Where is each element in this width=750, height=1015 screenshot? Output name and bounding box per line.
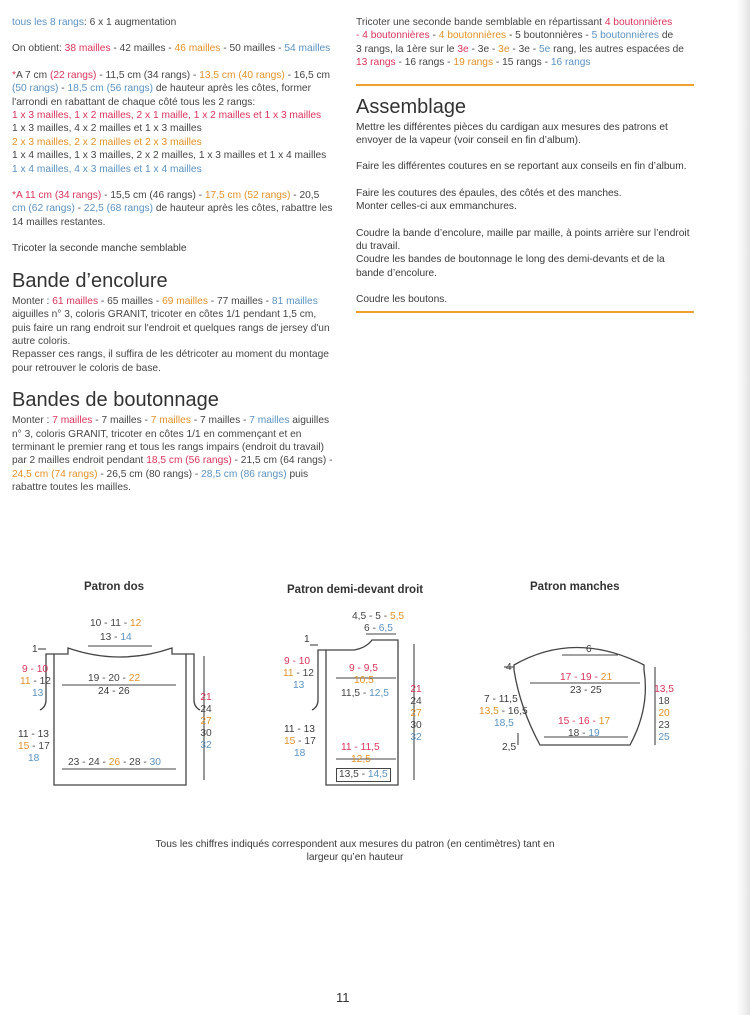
text-segment: 7 mailles [249, 415, 290, 427]
neckband-heading: Bande d’encolure [12, 269, 168, 292]
front-side-1: 11 - 13 [284, 724, 315, 735]
text-segment: - 7 mailles - [92, 415, 151, 427]
text-segment: 13 [293, 680, 305, 691]
text-segment: 18 [28, 753, 40, 764]
text-segment: 19 - 20 - [88, 673, 129, 684]
text-segment: 3e [457, 43, 469, 55]
text-segment: 18,5 [494, 718, 514, 729]
front-neck-width [364, 623, 393, 635]
front-width-1 [349, 663, 378, 675]
sleeve-width-1 [560, 672, 612, 684]
text-segment: - 7 mailles - [190, 415, 250, 427]
text-segment: 15 [284, 736, 296, 747]
text-segment: - 16,5 [498, 706, 528, 717]
text-segment: 18,5 cm (56 rangs) [146, 455, 232, 467]
text-segment: 6 - [364, 623, 379, 634]
text-segment: terminant le premier rang et tous les rangs impairs (endroit du travail) [12, 441, 324, 453]
text-segment: l'arrondi en rabattant de chaque côté tous les 2 rangs: [12, 96, 256, 108]
back-side-3 [28, 753, 39, 765]
text-segment: puis [286, 468, 309, 480]
text-segment: autre coloris. [12, 335, 71, 347]
measurement-value: 21 [410, 684, 422, 695]
assembly-para-7: Coudre les boutons. [356, 294, 448, 306]
text-segment: 6,5 [378, 623, 393, 634]
text-segment: 17,5 cm (52 rangs) [204, 190, 291, 202]
measurement-value: 24 [200, 704, 212, 715]
text-segment: 13 [32, 688, 44, 699]
text-segment: - 42 mailles - [110, 43, 175, 55]
text-segment: 11 [20, 676, 31, 687]
text-segment: - 12 [30, 676, 51, 687]
back-armhole-1 [22, 664, 48, 676]
page-edge-shadow [736, 0, 750, 1015]
text-segment: - 17 [29, 741, 50, 752]
measurement-value: 13,5 [654, 684, 674, 695]
text-segment: - 12 [293, 668, 314, 679]
sleeve-bottom-2 [568, 728, 600, 740]
text-segment: * [12, 69, 16, 81]
text-segment: 14,5 [367, 769, 388, 780]
text-segment: rabattre toutes les mailles. [12, 482, 131, 494]
text-segment: 69 mailles [162, 295, 208, 307]
text-segment: 13 - [100, 632, 121, 643]
front-width-3 [341, 688, 389, 700]
text-segment: par 2 mailles endroit pendant [12, 455, 147, 467]
text-segment: - 3e - [509, 43, 539, 55]
sleeve-pattern-title: Patron manches [530, 581, 620, 593]
text-segment: - [58, 83, 68, 95]
text-segment: 28,5 cm (86 rangs) [201, 468, 287, 480]
assembly-para-2: Faire les différentes coutures en se reportant aux conseils en fin d’album. [356, 161, 687, 173]
text-segment: - 15,5 cm (46 rangs) - [101, 190, 205, 202]
text-segment: : 6 x 1 augmentation [83, 17, 177, 28]
text-segment: - 50 mailles - [220, 43, 285, 55]
measurement-caption: Tous les chiffres indiqués correspondent aux mesures du patron (en centimètres) tant en largeur qu’en hauteur [155, 839, 555, 863]
front-pattern-title: Patron demi-devant droit [287, 584, 424, 596]
back-chest-width-1 [88, 673, 140, 685]
page-number: 11 [336, 990, 350, 1005]
text-segment: n° 3, coloris GRANIT, tricoter en côtes 1/1 en commençant et en [12, 428, 302, 440]
text-segment: 26 [108, 757, 121, 768]
front-height [406, 684, 426, 744]
text-segment: 18 [294, 748, 306, 759]
text-segment: 7 mailles [150, 415, 191, 427]
text-segment: - 21,5 cm (64 rangs) - [231, 455, 333, 467]
measurement-value: 30 [200, 728, 212, 739]
measurement-value: 27 [410, 708, 422, 719]
sleeve-left-3 [494, 718, 514, 730]
text-segment: tous les 8 rangs [12, 17, 84, 28]
front-side-3 [294, 748, 305, 760]
text-segment: - 5 boutonnières - [506, 30, 592, 42]
text-segment: - 28 - [120, 757, 150, 768]
text-segment: 15 - 16 - [558, 716, 599, 727]
text-segment: puis faire un rang endroit sur l'endroit et quelques rangs de jersey d'un [12, 322, 330, 334]
text-segment: Monter : [12, 415, 53, 427]
text-segment: 5e [538, 43, 551, 55]
text-segment: 4 boutonnières [604, 17, 673, 28]
text-segment: 12,5 [369, 688, 389, 699]
text-segment: rang, les autres espacées de [550, 43, 684, 55]
text-segment: - 77 mailles - [207, 295, 272, 307]
front-bottom-3 [336, 768, 391, 782]
sleeve-height [652, 684, 676, 744]
back-neck-depth: 1 [32, 644, 38, 655]
text-segment: - 16 rangs - [395, 57, 454, 69]
sleeve-left-2 [479, 706, 528, 718]
text-segment: (22 rangs) [49, 69, 97, 81]
text-segment: A 7 cm [15, 69, 50, 81]
back-shoulder-width [90, 618, 141, 630]
text-segment: 10 - 11 - [90, 618, 131, 629]
back-side-2 [18, 741, 50, 753]
text-segment: cm (62 rangs) [12, 203, 75, 215]
text-segment: 19 [588, 728, 600, 739]
text-segment: Tricoter une seconde bande semblable en répartissant [356, 17, 605, 28]
text-segment: 17 [598, 716, 611, 727]
text-segment: - 26,5 cm (80 rangs) - [97, 468, 202, 480]
back-armhole-3 [32, 688, 43, 700]
text-segment: - 3e - [468, 43, 499, 55]
sleeve-width-2: 23 - 25 [570, 685, 602, 696]
text-segment: 11 [283, 668, 294, 679]
text-segment: 1 x 3 mailles, 4 x 2 mailles et 1 x 3 mailles [12, 123, 202, 135]
sleeve-cap-depth: 4 [506, 662, 512, 673]
text-segment: 12,5 [351, 754, 371, 765]
measurement-value: 32 [200, 740, 212, 751]
back-pattern-title: Patron dos [84, 581, 145, 593]
text-segment: 12 [130, 618, 142, 629]
text-segment: de hauteur après les côtes, former [153, 83, 311, 95]
text-segment: 38 mailles [64, 43, 111, 55]
text-segment: - 16,5 cm [284, 69, 331, 81]
front-armhole-1 [284, 656, 310, 668]
back-chest-width-2: 24 - 26 [98, 686, 130, 697]
text-segment: On obtient: [12, 43, 65, 55]
text-segment: 16 rangs [550, 57, 591, 69]
text-segment: 4 boutonnières [438, 30, 507, 42]
front-bottom-2 [351, 754, 371, 766]
text-segment: A 11 cm (34 rangs) [15, 190, 102, 202]
text-segment: - 65 mailles - [98, 295, 163, 307]
measurement-value: 23 [658, 720, 670, 731]
front-width-2 [354, 675, 374, 687]
text-segment: 22 [128, 673, 141, 684]
front-bottom-1 [341, 742, 380, 754]
measurement-value: 25 [658, 732, 670, 743]
text-segment: 3e [498, 43, 510, 55]
back-height [196, 692, 216, 752]
text-segment: 9 - 10 [284, 656, 311, 667]
text-segment: 11,5 - [341, 688, 370, 699]
text-segment: 13,5 cm (40 rangs) [199, 69, 285, 81]
sleeve-top-width: 6 [586, 644, 592, 655]
assembly-para-4: Monter celles-ci aux emmanchures. [356, 201, 517, 213]
text-segment: 1 x 4 mailles, 1 x 3 mailles, 2 x 2 mailles, 1 x 3 mailles et 1 x 4 mailles [12, 150, 327, 162]
text-segment: 81 mailles [271, 295, 318, 307]
text-segment: 13,5 [479, 706, 499, 717]
text-segment: 1 x 4 mailles, 4 x 3 mailles et 1 x 4 mailles [12, 163, 202, 175]
front-armhole-2 [283, 668, 314, 680]
text-segment: 22,5 (68 rangs) [83, 203, 153, 215]
measurement-value: 20 [658, 708, 670, 719]
text-segment: - [74, 203, 84, 215]
measurement-value: 32 [410, 732, 422, 743]
text-segment: - 4 boutonnières [356, 30, 430, 42]
second-sleeve-note: Tricoter la seconde manche semblable [12, 243, 187, 255]
measurement-value: 18 [658, 696, 670, 707]
text-segment: 30 [149, 757, 161, 768]
measurement-value: 30 [410, 720, 422, 731]
text-segment: 13,5 - [339, 769, 368, 780]
text-segment: - 11,5 cm (34 rangs) - [96, 69, 200, 81]
text-segment: 14 mailles restantes. [12, 216, 106, 228]
text-segment: Monter : [12, 295, 53, 307]
text-segment: - 17 [295, 736, 316, 747]
text-segment: de hauteur après les côtes, rabattre les [153, 203, 333, 215]
text-segment: Repasser ces rangs, il suffira de les détricoter au moment du montage [12, 349, 329, 361]
text-segment: 5,5 [389, 611, 405, 622]
text-segment: * [12, 190, 16, 202]
text-segment: (50 rangs) [12, 83, 59, 95]
sleeve-left-1: 7 - 11,5 [484, 694, 518, 705]
text-segment: 7 mailles [52, 415, 93, 427]
text-segment: - 20,5 [290, 190, 320, 202]
text-segment: 23 - 24 - [68, 757, 109, 768]
text-segment: 18 - [568, 728, 589, 739]
assembly-para-1: Mettre les différentes pièces du cardigan aux mesures des patrons et envoyer de la vapeur (voir conseil en fin d’album). [356, 121, 668, 147]
text-segment: 5 boutonnières [591, 30, 660, 42]
text-segment: 4,5 - 5 - [352, 611, 390, 622]
back-bottom-width [68, 757, 161, 769]
text-segment: 10,5 [354, 675, 374, 686]
front-neck-depth: 1 [304, 634, 310, 645]
text-segment: de [659, 30, 674, 42]
text-segment: 21 [600, 672, 613, 683]
text-segment: 9 - 9,5 [349, 663, 378, 674]
measurement-value: 27 [200, 716, 212, 727]
text-segment: 3 rangs, la 1ère sur le [356, 43, 458, 55]
front-side-2 [284, 736, 316, 748]
text-segment: 2 x 3 mailles, 2 x 2 mailles et 2 x 3 mailles [12, 136, 202, 148]
text-segment: 11 - 11,5 [341, 742, 380, 753]
text-segment: 54 mailles [284, 43, 331, 55]
assembly-heading: Assemblage [356, 95, 467, 118]
text-segment: 24,5 cm (74 rangs) [12, 468, 98, 480]
measurement-value: 21 [200, 692, 212, 703]
back-side-1: 11 - 13 [18, 729, 49, 740]
text-segment: 18,5 cm (56 rangs) [67, 83, 153, 95]
text-segment: 14 [120, 632, 132, 643]
front-shoulder-width [352, 611, 404, 623]
text-segment: 13 rangs [356, 57, 396, 69]
text-segment: aiguilles n° 3, coloris GRANIT, tricoter en côtes 1/1 pendant 1,5 cm, [12, 309, 317, 321]
measurement-value: 24 [410, 696, 422, 707]
text-segment: 61 mailles [52, 295, 99, 307]
button-bands-heading: Bandes de boutonnage [12, 389, 219, 412]
assembly-para-3: Faire les coutures des épaules, des côtés et des manches. [356, 187, 622, 199]
front-armhole-3 [293, 680, 304, 692]
back-neck-width [100, 632, 132, 644]
text-segment: 1 x 3 mailles, 1 x 2 mailles, 2 x 1 maille, 1 x 2 mailles et 1 x 3 mailles [12, 110, 322, 122]
text-segment: 19 rangs [453, 57, 494, 69]
back-armhole-2 [20, 676, 51, 688]
assembly-para-5: Coudre la bande d’encolure, maille par maille, à points arrière sur l’endroit du travail. [356, 227, 690, 253]
text-segment: pour retrouver le coloris de base. [12, 362, 161, 374]
sleeve-bottom-1 [558, 716, 610, 728]
text-segment: 15 [18, 741, 30, 752]
text-segment: 46 mailles [174, 43, 221, 55]
text-segment: - 15 rangs - [493, 57, 551, 69]
text-segment: 9 - 10 [22, 664, 49, 675]
text-segment: aiguilles [289, 415, 330, 427]
assembly-para-6: Coudre les bandes de boutonnage le long des demi-devants et de la bande d’encolure. [356, 254, 665, 279]
text-segment: - [429, 30, 439, 42]
sleeve-cuff-height: 2,5 [502, 742, 517, 753]
text-segment: 17 - 19 - [560, 672, 601, 683]
